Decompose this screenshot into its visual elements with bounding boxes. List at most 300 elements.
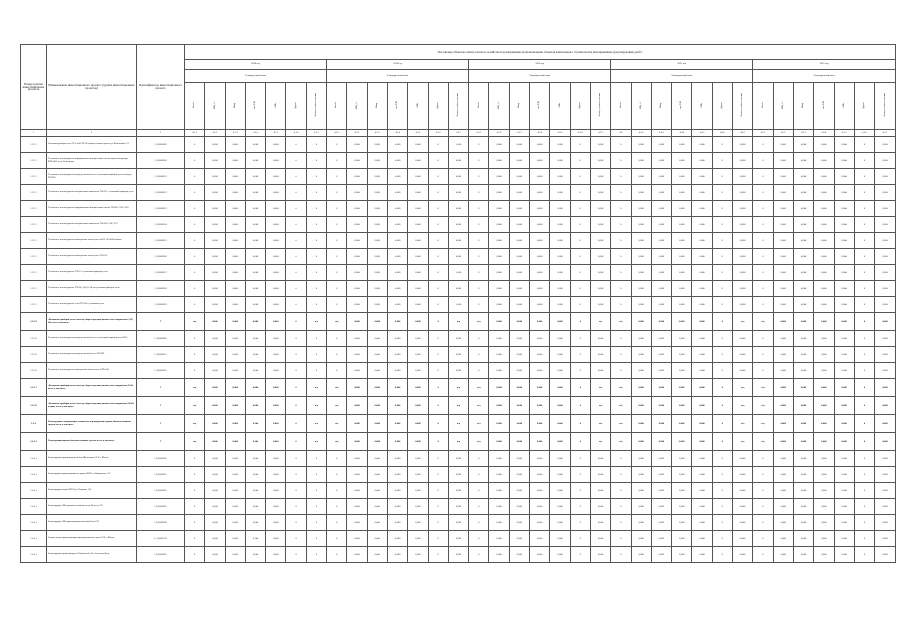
row-value: 0 bbox=[611, 331, 631, 347]
row-value: 0,000 bbox=[408, 217, 428, 233]
header-unit-cell bbox=[570, 83, 590, 130]
table-row bbox=[21, 185, 896, 201]
row-value: 0,000 bbox=[814, 137, 834, 153]
row-value: 0,000 bbox=[448, 233, 468, 249]
row-value: 0 bbox=[611, 201, 631, 217]
row-value: 0,000 bbox=[387, 249, 407, 265]
row-value: 0,000 bbox=[773, 515, 793, 531]
row-value: 0,000 bbox=[530, 217, 550, 233]
row-value: 0,000 bbox=[387, 451, 407, 467]
row-value: 0 bbox=[327, 185, 347, 201]
row-value: 0,000 bbox=[692, 531, 712, 547]
row-value: 0,000 bbox=[672, 185, 692, 201]
row-value: 0 bbox=[854, 363, 874, 379]
row-value: 0,000 bbox=[875, 331, 896, 347]
row-value: 0 bbox=[306, 169, 326, 185]
row-value: 0 bbox=[570, 547, 590, 563]
row-value: 0,000 bbox=[266, 531, 286, 547]
header-unit-cell bbox=[793, 83, 813, 130]
row-project-id: I_0000000024 bbox=[137, 515, 185, 531]
row-value: 0,000 bbox=[367, 201, 387, 217]
row-value: 0 bbox=[185, 531, 205, 547]
row-value: 0 bbox=[286, 451, 306, 467]
row-value: 0,000 bbox=[489, 201, 509, 217]
row-value: 0,000 bbox=[773, 137, 793, 153]
row-value: 0,000 bbox=[692, 281, 712, 297]
row-value: 0,000 bbox=[408, 363, 428, 379]
row-project-id: I_0000000023 bbox=[137, 499, 185, 515]
header-unit-cell bbox=[733, 83, 753, 130]
row-value: 0,000 bbox=[834, 153, 854, 169]
row-value: 0,000 bbox=[530, 415, 550, 433]
row-value: 0,000 bbox=[530, 137, 550, 153]
row-value: 0,000 bbox=[631, 297, 651, 313]
row-value: 0,000 bbox=[814, 281, 834, 297]
row-value: 0,000 bbox=[266, 467, 286, 483]
row-value: 0,000 bbox=[448, 217, 468, 233]
row-value: 0,000 bbox=[672, 153, 692, 169]
row-value: 0 bbox=[306, 499, 326, 515]
row-value: 0,000 bbox=[793, 515, 813, 531]
row-value: 0 bbox=[327, 297, 347, 313]
row-value: 0,000 bbox=[550, 415, 570, 433]
row-value: 0,000 bbox=[205, 249, 225, 265]
row-value: 0 bbox=[327, 499, 347, 515]
table-row bbox=[21, 483, 896, 499]
row-group-number: 1.2.4.1 bbox=[21, 451, 47, 467]
row-value: 0,000 bbox=[651, 467, 671, 483]
row-value: 0 bbox=[428, 379, 448, 397]
row-value: 0,000 bbox=[834, 379, 854, 397]
header-unit-cell bbox=[753, 83, 773, 130]
row-value: 0 bbox=[286, 185, 306, 201]
row-project-name: Строительство административно-производственного здания РЭС г. Шахты bbox=[47, 531, 137, 547]
row-value: 0 bbox=[286, 169, 306, 185]
row-value: 0,000 bbox=[408, 547, 428, 563]
row-value: н/д bbox=[590, 433, 610, 451]
row-value: 0,000 bbox=[245, 515, 265, 531]
header-unit: Гкал/ч bbox=[761, 102, 764, 109]
row-value: 0 bbox=[611, 153, 631, 169]
row-value: 0,000 bbox=[530, 347, 550, 363]
header-unit-cell bbox=[387, 83, 407, 130]
row-value: 0,000 bbox=[266, 363, 286, 379]
header-unit: МВт bbox=[700, 102, 703, 108]
row-value: н/д bbox=[590, 415, 610, 433]
row-value: 0,000 bbox=[773, 201, 793, 217]
column-number: 4.4.5 bbox=[692, 130, 712, 137]
row-value: 0,000 bbox=[550, 347, 570, 363]
row-value: 0 bbox=[185, 153, 205, 169]
row-group-number: 1.2.4.1 bbox=[21, 483, 47, 499]
row-project-name: Реконструкция АБК административно-бытовой базы ЗЭС bbox=[47, 515, 137, 531]
column-number: 4.4.2 bbox=[631, 130, 651, 137]
row-value: 0,000 bbox=[266, 499, 286, 515]
table-row bbox=[21, 467, 896, 483]
row-project-name: Техническое перевооружение ТП-938, 0,4/0,23 кВ для установки приборов учета bbox=[47, 281, 137, 297]
row-value: 0,000 bbox=[834, 331, 854, 347]
row-value: 0,000 bbox=[387, 281, 407, 297]
row-value: 0,000 bbox=[651, 531, 671, 547]
row-value: 0,000 bbox=[225, 331, 245, 347]
header-unit: Другое bbox=[721, 101, 724, 109]
table-row bbox=[21, 347, 896, 363]
row-value: 0,000 bbox=[367, 397, 387, 415]
row-value: 0 bbox=[327, 531, 347, 547]
row-value: 0,000 bbox=[509, 451, 529, 467]
row-value: 0,000 bbox=[205, 531, 225, 547]
row-value: 0,000 bbox=[266, 331, 286, 347]
header-unit: Тонна условного топлива bbox=[741, 93, 744, 117]
row-value: 0 bbox=[854, 249, 874, 265]
row-value: 0,000 bbox=[489, 547, 509, 563]
row-value: 0,000 bbox=[387, 415, 407, 433]
row-group-number: 1.2.2.1 bbox=[21, 201, 47, 217]
row-value: 0,000 bbox=[530, 531, 550, 547]
header-unit: МВт bbox=[842, 102, 845, 108]
row-value: 0,000 bbox=[875, 281, 896, 297]
row-value: 0,000 bbox=[530, 201, 550, 217]
table-row bbox=[21, 233, 896, 249]
row-value: 0 bbox=[712, 201, 732, 217]
row-value: 0,000 bbox=[489, 265, 509, 281]
row-value: 0,000 bbox=[834, 201, 854, 217]
row-value: н/д bbox=[611, 313, 631, 331]
row-value: 0,000 bbox=[814, 297, 834, 313]
row-value: 0,000 bbox=[672, 249, 692, 265]
row-value: 0,000 bbox=[266, 547, 286, 563]
row-value: 0,000 bbox=[672, 451, 692, 467]
row-value: 0,000 bbox=[631, 169, 651, 185]
row-value: 0,000 bbox=[448, 347, 468, 363]
row-value: 0,000 bbox=[651, 217, 671, 233]
row-value: 0 bbox=[753, 185, 773, 201]
row-value: 0,000 bbox=[631, 415, 651, 433]
row-value: 0,000 bbox=[733, 153, 753, 169]
row-value: 0,000 bbox=[367, 297, 387, 313]
row-value: 0 bbox=[570, 185, 590, 201]
table-row bbox=[21, 249, 896, 265]
row-value: 0 bbox=[428, 233, 448, 249]
row-value: 0,000 bbox=[651, 515, 671, 531]
row-group-number: 1.2.2.1 bbox=[21, 297, 47, 313]
row-value: 0,000 bbox=[631, 137, 651, 153]
row-value: 0 bbox=[570, 451, 590, 467]
row-value: 0,000 bbox=[773, 313, 793, 331]
row-group-number: 1.2.2.1 bbox=[21, 249, 47, 265]
row-value: 0,000 bbox=[733, 451, 753, 467]
column-number: 4.3.5 bbox=[550, 130, 570, 137]
row-value: 0,000 bbox=[225, 515, 245, 531]
column-number: 4.5.7 bbox=[875, 130, 896, 137]
column-number: 4.3.2 bbox=[489, 130, 509, 137]
row-value: 0 bbox=[611, 363, 631, 379]
row-value: 0,000 bbox=[509, 397, 529, 415]
row-value: н/д bbox=[611, 433, 631, 451]
row-value: 0,000 bbox=[367, 515, 387, 531]
row-value: 0,000 bbox=[509, 415, 529, 433]
row-value: 0,000 bbox=[266, 397, 286, 415]
table-row bbox=[21, 331, 896, 347]
row-value: 0,000 bbox=[347, 265, 367, 281]
row-value: 0 bbox=[469, 153, 489, 169]
row-value: н/д bbox=[469, 433, 489, 451]
header-unit-cell bbox=[408, 83, 428, 130]
row-value: 0 bbox=[854, 233, 874, 249]
row-value: 0,000 bbox=[590, 137, 610, 153]
row-value: 0,000 bbox=[550, 185, 570, 201]
column-number: 4.2.7 bbox=[448, 130, 468, 137]
header-unit: Мвар bbox=[518, 102, 521, 108]
table-row bbox=[21, 297, 896, 313]
row-value: 0,000 bbox=[631, 249, 651, 265]
row-value: 0,000 bbox=[347, 281, 367, 297]
row-value: 0,000 bbox=[651, 363, 671, 379]
row-project-id: Г bbox=[137, 313, 185, 331]
row-value: 0 bbox=[185, 137, 205, 153]
header-unit: Другое bbox=[578, 101, 581, 109]
row-value: 0 bbox=[611, 347, 631, 363]
row-value: 0,000 bbox=[814, 153, 834, 169]
row-value: 0 bbox=[854, 379, 874, 397]
column-number: 4.5.3 bbox=[793, 130, 813, 137]
row-value: н/д bbox=[611, 397, 631, 415]
row-value: 0,000 bbox=[387, 379, 407, 397]
header-plan-kind: Утвержденный план bbox=[753, 70, 896, 83]
row-value: 0,000 bbox=[651, 297, 671, 313]
row-value: 0 bbox=[185, 201, 205, 217]
row-value: 0,000 bbox=[631, 313, 651, 331]
row-value: 0,000 bbox=[408, 415, 428, 433]
row-value: н/д bbox=[185, 397, 205, 415]
row-value: 0,000 bbox=[205, 397, 225, 415]
row-value: 0,000 bbox=[205, 217, 225, 233]
row-value: 0,000 bbox=[814, 483, 834, 499]
row-group-number: 1.2.2.8 bbox=[21, 397, 47, 415]
row-value: 0,000 bbox=[773, 233, 793, 249]
row-value: 0,000 bbox=[651, 499, 671, 515]
row-project-name: Реконструкция административного здания ОМЭС на Нариманова, 130 bbox=[47, 467, 137, 483]
row-value: 0,000 bbox=[509, 249, 529, 265]
row-value: 0,000 bbox=[205, 547, 225, 563]
row-value: 0,000 bbox=[590, 363, 610, 379]
row-group-number: 1.2.2.6 bbox=[21, 313, 47, 331]
row-value: 0,000 bbox=[530, 233, 550, 249]
row-value: 0 bbox=[854, 415, 874, 433]
row-value: 0 bbox=[469, 331, 489, 347]
column-number: 4.1.7 bbox=[306, 130, 326, 137]
row-value: 0 bbox=[854, 483, 874, 499]
row-value: 0 bbox=[306, 297, 326, 313]
row-value: 0,000 bbox=[834, 347, 854, 363]
row-value: 0 bbox=[854, 467, 874, 483]
row-value: 0 bbox=[185, 185, 205, 201]
row-value: 0,000 bbox=[631, 363, 651, 379]
row-value: 0,000 bbox=[773, 347, 793, 363]
row-value: 0,000 bbox=[489, 415, 509, 433]
row-value: 0,000 bbox=[733, 363, 753, 379]
row-value: н/д bbox=[306, 415, 326, 433]
row-value: 0,000 bbox=[367, 483, 387, 499]
row-value: н/д bbox=[327, 313, 347, 331]
row-value: 0 bbox=[469, 531, 489, 547]
row-value: 0,000 bbox=[773, 483, 793, 499]
header-unit: Тонна условного топлива bbox=[315, 93, 318, 117]
header-unit: Гкал/ч bbox=[619, 102, 622, 109]
row-value: 0,000 bbox=[448, 499, 468, 515]
row-value: 0 bbox=[185, 331, 205, 347]
row-value: 0,000 bbox=[489, 169, 509, 185]
row-value: 0,000 bbox=[489, 249, 509, 265]
row-value: 0 bbox=[428, 515, 448, 531]
row-value: 0,000 bbox=[387, 153, 407, 169]
row-value: 0,000 bbox=[672, 415, 692, 433]
row-value: 0 bbox=[286, 153, 306, 169]
row-value: 0,000 bbox=[245, 483, 265, 499]
row-value: 0,000 bbox=[631, 265, 651, 281]
row-value: 0,000 bbox=[672, 531, 692, 547]
row-value: 0,000 bbox=[225, 347, 245, 363]
row-value: 0 bbox=[570, 265, 590, 281]
row-value: 0,000 bbox=[834, 547, 854, 563]
row-value: 0 bbox=[306, 363, 326, 379]
row-value: 0,000 bbox=[733, 531, 753, 547]
row-value: 0 bbox=[854, 169, 874, 185]
table-row bbox=[21, 531, 896, 547]
row-project-name: Установка приборов учета ТУ-0,4 кВ ТП-29 на вводе в жилые дома по ул. Шепетовская, 2/1 bbox=[47, 137, 137, 153]
row-value: 0,000 bbox=[590, 499, 610, 515]
table-row bbox=[21, 265, 896, 281]
row-value: 0,000 bbox=[347, 397, 367, 415]
row-value: 0,000 bbox=[489, 153, 509, 169]
row-value: 0,000 bbox=[266, 347, 286, 363]
column-number: 4.1.3 bbox=[225, 130, 245, 137]
row-value: 0,000 bbox=[245, 281, 265, 297]
row-project-name: Техническое перевооружение ТП-113 с установкой приборов учета bbox=[47, 265, 137, 281]
investment-table bbox=[20, 44, 896, 563]
row-value: 0,000 bbox=[814, 201, 834, 217]
row-value: 0,000 bbox=[590, 467, 610, 483]
row-value: 0,000 bbox=[631, 451, 651, 467]
row-value: 0 bbox=[712, 483, 732, 499]
row-value: 0,000 bbox=[387, 297, 407, 313]
row-value: 0,000 bbox=[489, 483, 509, 499]
header-unit-cell bbox=[631, 83, 651, 130]
row-project-name: Реконструкция, модернизация, техническое перевооружение прочих объектов основных средств, всего, в том числе: bbox=[47, 415, 137, 433]
row-value: 0,000 bbox=[672, 547, 692, 563]
row-value: 0,000 bbox=[225, 265, 245, 281]
header-plan-kind: Утвержденный план bbox=[185, 70, 327, 83]
row-value: 0,000 bbox=[814, 265, 834, 281]
row-value: 0 bbox=[712, 397, 732, 415]
row-value: н/д bbox=[469, 397, 489, 415]
row-value: 0 bbox=[570, 313, 590, 331]
row-value: 0 bbox=[185, 281, 205, 297]
row-value: 0,000 bbox=[631, 467, 651, 483]
row-value: 0 bbox=[611, 483, 631, 499]
header-unit-cell bbox=[692, 83, 712, 130]
row-value: 0,000 bbox=[773, 169, 793, 185]
row-value: 0,000 bbox=[733, 185, 753, 201]
row-value: 0,000 bbox=[672, 379, 692, 397]
header-plan-kind: Утвержденный план bbox=[611, 70, 753, 83]
row-value: 0,000 bbox=[245, 153, 265, 169]
row-value: 0 bbox=[306, 483, 326, 499]
row-value: 0,000 bbox=[347, 547, 367, 563]
row-value: 0 bbox=[428, 483, 448, 499]
row-value: 0,000 bbox=[590, 265, 610, 281]
row-value: 0 bbox=[306, 515, 326, 531]
row-value: 0 bbox=[327, 347, 347, 363]
row-value: 0,000 bbox=[205, 233, 225, 249]
row-value: 0,000 bbox=[814, 217, 834, 233]
row-value: 0 bbox=[286, 137, 306, 153]
row-value: 0,000 bbox=[651, 249, 671, 265]
header-unit: Другое bbox=[863, 101, 866, 109]
row-value: 0,140 bbox=[245, 433, 265, 451]
row-value: 0,000 bbox=[205, 515, 225, 531]
row-value: 0 bbox=[306, 201, 326, 217]
row-value: 0 bbox=[185, 363, 205, 379]
row-value: 0,000 bbox=[225, 217, 245, 233]
row-value: 0 bbox=[854, 499, 874, 515]
row-value: 0 bbox=[428, 331, 448, 347]
row-value: 0 bbox=[469, 137, 489, 153]
row-value: 0 bbox=[712, 499, 732, 515]
row-value: 0,000 bbox=[834, 451, 854, 467]
row-value: 0,000 bbox=[631, 153, 651, 169]
row-value: 0,000 bbox=[793, 547, 813, 563]
row-value: 0,000 bbox=[550, 451, 570, 467]
row-value: 0,000 bbox=[245, 297, 265, 313]
row-value: 0,000 bbox=[387, 185, 407, 201]
row-project-name: Техническое перевооружение информационно-измерительных систем при реконструкции КТП-4425 по ул. Белозерская bbox=[47, 153, 137, 169]
row-value: 0 bbox=[570, 379, 590, 397]
row-value: 0,000 bbox=[205, 347, 225, 363]
row-value: 0,000 bbox=[367, 531, 387, 547]
row-value: 0,000 bbox=[672, 217, 692, 233]
row-value: 0,000 bbox=[550, 363, 570, 379]
table-row bbox=[21, 313, 896, 331]
row-project-id: J_0000000010 bbox=[137, 153, 185, 169]
header-unit-cell bbox=[306, 83, 326, 130]
row-value: 0,000 bbox=[266, 483, 286, 499]
row-value: 0,000 bbox=[245, 331, 265, 347]
row-value: 0 bbox=[753, 281, 773, 297]
row-value: 0 bbox=[753, 483, 773, 499]
table-row bbox=[21, 547, 896, 563]
row-value: 0,000 bbox=[834, 499, 854, 515]
row-project-name: Техническое перевооружение коммерческих систем учета в ТП-6 кВ bbox=[47, 363, 137, 379]
row-value: 0,000 bbox=[631, 217, 651, 233]
row-value: 0 bbox=[854, 331, 874, 347]
row-value: 0,000 bbox=[875, 547, 896, 563]
header-year: 2018 год bbox=[185, 60, 327, 70]
row-value: 0,000 bbox=[550, 297, 570, 313]
row-value: 0,000 bbox=[509, 217, 529, 233]
row-value: 0,000 bbox=[875, 415, 896, 433]
row-value: 0,000 bbox=[225, 201, 245, 217]
row-value: 0,000 bbox=[266, 185, 286, 201]
row-value: 0,000 bbox=[408, 515, 428, 531]
row-value: 0,000 bbox=[367, 379, 387, 397]
header-unit: Гкал/ч bbox=[477, 102, 480, 109]
row-group-number: 1.2.4 bbox=[21, 415, 47, 433]
row-value: 0,000 bbox=[489, 217, 509, 233]
row-value: 0,000 bbox=[225, 483, 245, 499]
header-unit-cell bbox=[347, 83, 367, 130]
row-value: 0 bbox=[428, 397, 448, 415]
